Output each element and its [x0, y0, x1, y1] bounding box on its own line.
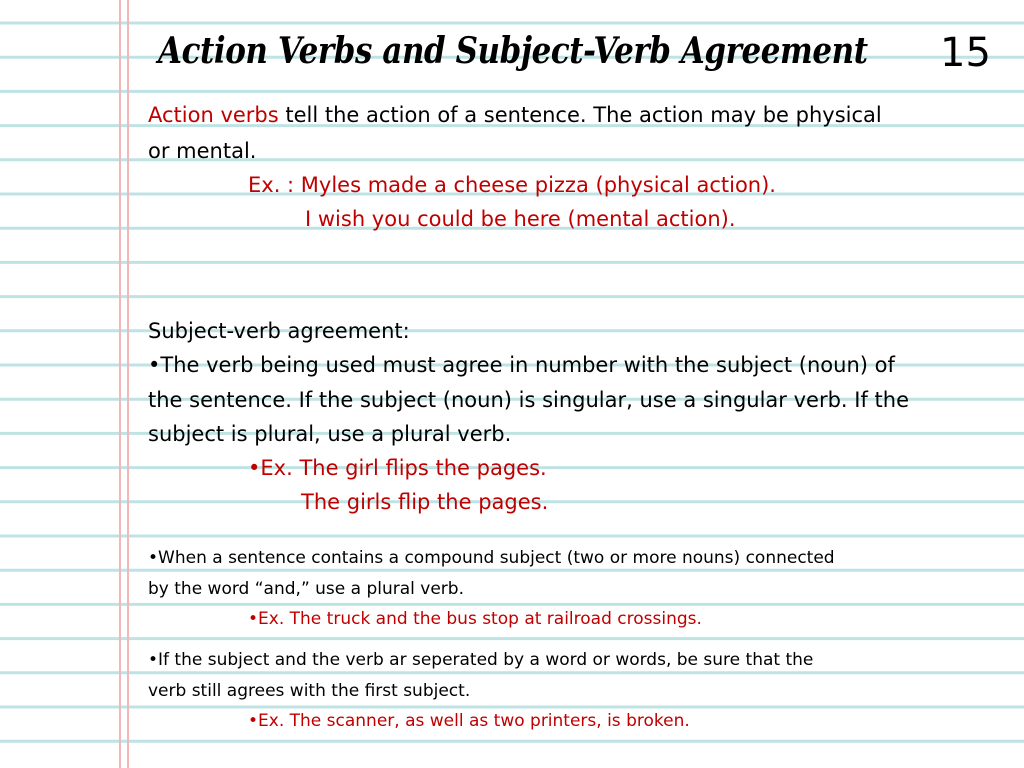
bullet: • — [148, 353, 161, 377]
slide-number: 15 — [940, 30, 991, 76]
action-definition-text: tell the action of a sentence. The action may be physical — [278, 103, 882, 127]
margin-line — [127, 0, 129, 768]
bullet: • — [148, 548, 159, 568]
action-definition-line-2: or mental. — [148, 139, 257, 163]
rule-3-line-2: verb still agrees with the first subject. — [148, 681, 471, 701]
action-verbs-term: Action verbs — [148, 103, 279, 127]
margin-line — [119, 0, 121, 768]
rule-2-example: •Ex. The truck and the bus stop at railroad crossings. — [248, 609, 702, 629]
rule-2-line-2: by the word “and,” use a plural verb. — [148, 579, 464, 599]
rule-1-line-2: the sentence. If the subject (noun) is singular, use a singular verb. If the — [148, 388, 909, 412]
rule-1-example-singular: •Ex. The girl flips the pages. — [248, 456, 547, 480]
action-example-physical: Ex. : Myles made a cheese pizza (physical action). — [248, 173, 776, 197]
rule-2-line-1: •When a sentence contains a compound subject (two or more nouns) connected — [148, 548, 835, 568]
rule-1-line-3: subject is plural, use a plural verb. — [148, 422, 512, 446]
bullet: • — [248, 711, 259, 731]
bullet: • — [248, 609, 259, 629]
rule-3-example: •Ex. The scanner, as well as two printers, is broken. — [248, 711, 690, 731]
agreement-heading: Subject-verb agreement: — [148, 319, 410, 343]
rule-1-line-1: •The verb being used must agree in number with the subject (noun) of — [148, 353, 895, 377]
action-definition-line-1 — [148, 103, 882, 127]
action-example-mental: I wish you could be here (mental action). — [305, 207, 736, 231]
rule-3-line-1: •If the subject and the verb ar seperated by a word or words, be sure that the — [148, 650, 814, 670]
bullet: • — [148, 650, 159, 670]
bullet: • — [248, 456, 261, 480]
slide-title: Action Verbs and Subject-Verb Agreement — [158, 30, 868, 72]
rule-1-example-plural: The girls flip the pages. — [301, 490, 549, 514]
